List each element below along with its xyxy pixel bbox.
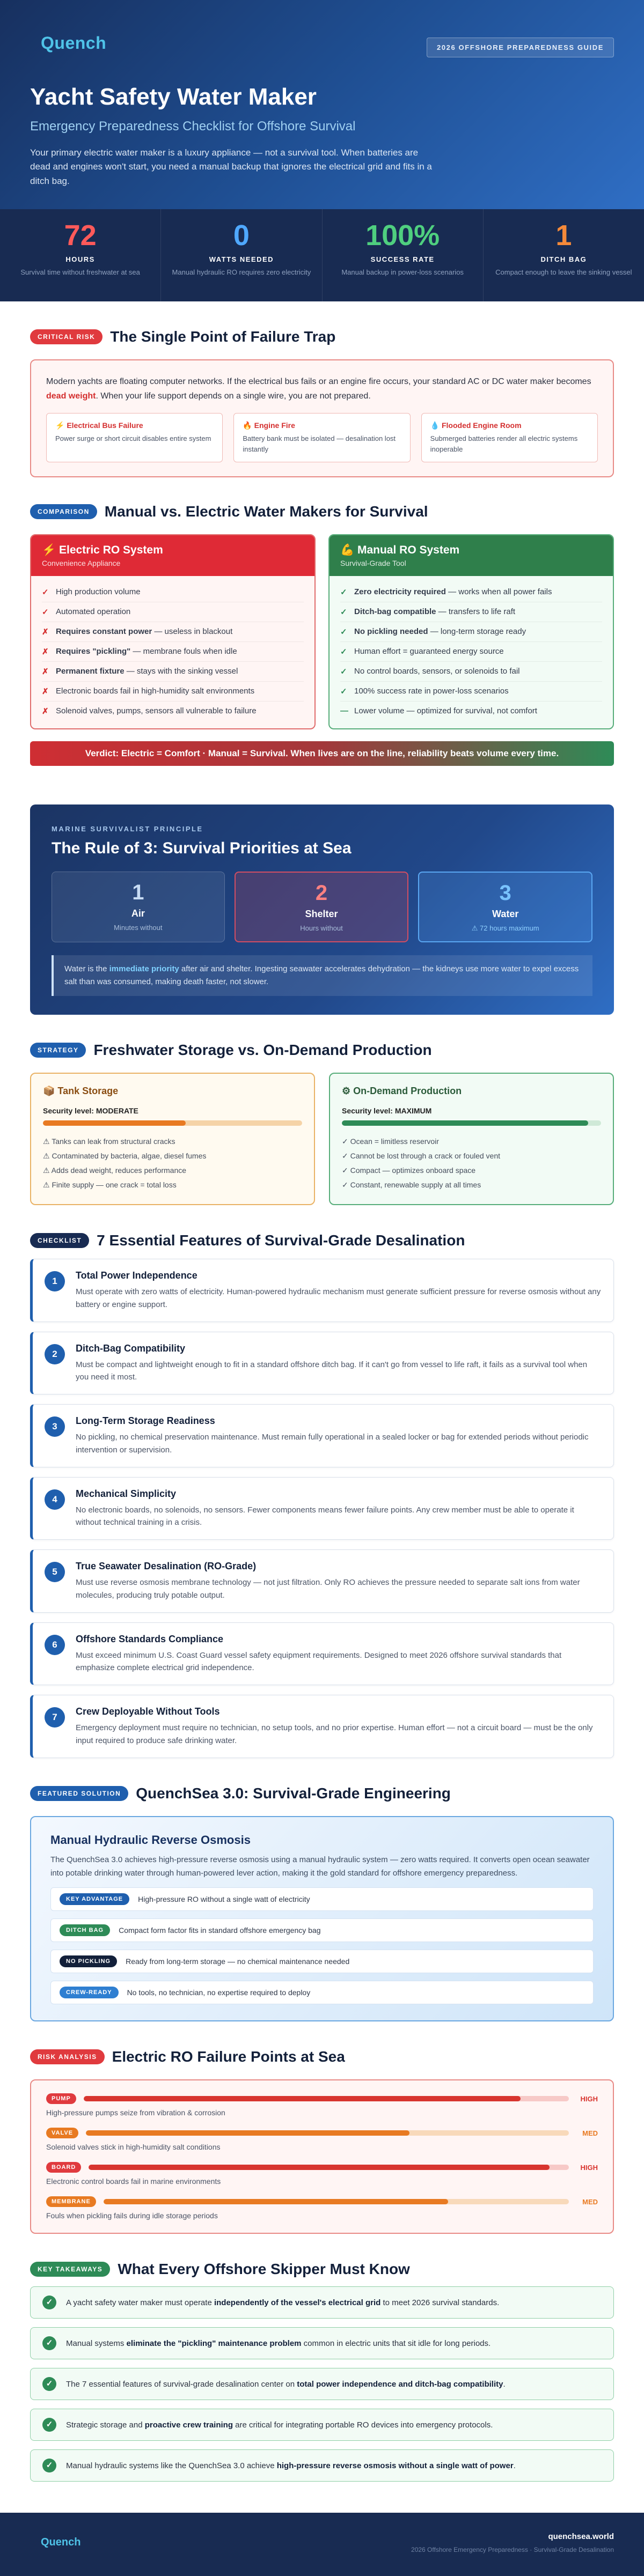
check-mark-icon: ✓ (42, 608, 49, 617)
security-bar-fill (43, 1120, 186, 1126)
feature-card (30, 1695, 614, 1758)
critical-risk-section (0, 328, 644, 477)
comparison-text (354, 587, 552, 597)
comparison-item (340, 642, 602, 662)
featured-section (0, 1785, 644, 2022)
column-subtitle: Survival-Grade Tool (340, 559, 406, 568)
checklist-pill: CHECKLIST (30, 1233, 89, 1248)
rule-of-three-panel (30, 804, 614, 1015)
feature-tag: CREW-READY (60, 1987, 119, 1998)
risk-tag: BOARD (46, 2162, 81, 2173)
check-mark-icon: ✗ (42, 707, 49, 717)
featured-pill: FEATURED SOLUTION (30, 1786, 128, 1801)
feature-number: 4 (45, 1489, 65, 1510)
section-title: What Every Offshore Skipper Must Know (118, 2261, 410, 2278)
feature-body (76, 1706, 602, 1747)
comparison-rest: Lower volume — optimized for survival, not comfort (354, 706, 537, 716)
failure-title: ⚡ Electrical Bus Failure (55, 421, 143, 430)
manual-column (328, 534, 614, 729)
comparison-item (42, 642, 304, 662)
storage-item: ✓ Ocean = limitless reservoir (342, 1137, 439, 1146)
comparison-rest: — stays with the sinking vessel (124, 667, 238, 676)
comparison-rest: Solenoid valves, pumps, sensors all vulnerable to failure (56, 706, 257, 716)
takeaway-text (66, 2420, 493, 2430)
feature-text: Compact form factor fits in standard offshore emergency bag (119, 1926, 321, 1935)
page-subtitle: Emergency Preparedness Checklist for Offshore Survival (30, 119, 356, 134)
hero-intro: Your primary electric water maker is a luxury appliance — not a survival tool. When batteries are dead and engines won't start, you need a manual backup that ignores the electrical grid and fits in a ditch bag. (30, 147, 432, 186)
comparison-text (56, 627, 232, 637)
section-title: Electric RO Failure Points at Sea (112, 2048, 345, 2065)
comparison-rest: No control boards, sensors, or solenoids to fail (354, 667, 520, 676)
storage-cards (30, 1073, 614, 1205)
rule-note: Water is the immediate priority after air and shelter. Ingesting seawater accelerates dehydration — the kidneys use more water to expel excess salt than was consumed, making death faster, not slower. (52, 955, 592, 996)
takeaway-lead: Strategic storage and (66, 2420, 145, 2430)
takeaway-tail: are critical for integrating portable RO devices into emergency protocols. (232, 2420, 493, 2430)
feature-row (50, 1981, 594, 2004)
takeaway-strong: eliminate the "pickling" maintenance problem (126, 2338, 302, 2348)
footer (0, 2513, 644, 2576)
feature-tag: NO PICKLING (60, 1955, 117, 1967)
feature-card (30, 1622, 614, 1686)
comparison-rest: High production volume (56, 587, 141, 597)
highlight: immediate priority (109, 964, 179, 974)
rule-number: 2 (315, 881, 328, 905)
section-header (30, 328, 614, 345)
feature-number: 7 (45, 1707, 65, 1728)
feature-body (76, 1488, 602, 1529)
feature-number: 1 (45, 1271, 65, 1291)
takeaway-strong: independently of the vessel's electrical grid (214, 2298, 381, 2307)
storage-item: ⚠ Adds dead weight, reduces performance (43, 1166, 187, 1175)
storage-item: ⚠ Tanks can leak from structural cracks (43, 1137, 175, 1146)
comparison-rest: Electronic boards fail in high-humidity salt environments (56, 687, 255, 696)
check-mark-icon: ✓ (340, 647, 347, 657)
takeaway-strong: proactive crew training (144, 2420, 233, 2430)
risk-item (46, 2128, 598, 2151)
section-title: Freshwater Storage vs. On-Demand Production (93, 1042, 432, 1059)
comparison-rest: 100% success rate in power-loss scenarios (354, 687, 509, 696)
risk-desc: Electronic control boards fail in marine environments (46, 2177, 221, 2186)
risk-line (46, 2162, 598, 2173)
risk-bar-fill (86, 2130, 409, 2136)
guide-badge: 2026 OFFSHORE PREPAREDNESS GUIDE (427, 38, 614, 57)
feature-text: Ready from long-term storage — no chemical maintenance needed (126, 1957, 350, 1966)
tank-list (43, 1134, 302, 1192)
column-header (330, 535, 613, 576)
feature-number: 5 (45, 1562, 65, 1582)
risk-desc: High-pressure pumps seize from vibration & corrosion (46, 2108, 225, 2117)
takeaway-tail: . (513, 2461, 516, 2470)
risk-bar-fill (89, 2165, 550, 2170)
feature-card (30, 1259, 614, 1322)
section-title: Manual vs. Electric Water Makers for Survival (104, 503, 428, 520)
risk-level: HIGH (580, 2094, 598, 2103)
section-header (30, 2261, 614, 2278)
feature-title: Ditch-Bag Compatibility (76, 1342, 186, 1354)
risk-tag: MEMBRANE (46, 2196, 96, 2207)
risk-bar (86, 2130, 569, 2136)
takeaway-tail: common in electric units that sit idle for long periods. (301, 2338, 491, 2348)
section-header (30, 503, 614, 520)
takeaway-item (30, 2368, 614, 2400)
stat-label: SUCCESS RATE (370, 255, 435, 263)
security-level: Security level: MODERATE (43, 1106, 138, 1116)
takeaway-tail: . (503, 2379, 506, 2389)
comparison-rest: — useless in blackout (152, 627, 233, 637)
critical-pill: CRITICAL RISK (30, 329, 103, 344)
feature-card (30, 1477, 614, 1540)
section-header (30, 1232, 614, 1249)
risk-item (46, 2162, 598, 2186)
feature-number: 2 (45, 1344, 65, 1364)
card-title: ⚙ On-Demand Production (342, 1086, 462, 1097)
failure-title: 💧 Flooded Engine Room (430, 421, 522, 430)
comparison-text (56, 607, 130, 617)
comparison-rest: — transfers to life raft (436, 607, 516, 617)
rule-label: Shelter (305, 909, 338, 920)
stat-desc: Compact enough to leave the sinking vessel (495, 268, 632, 276)
check-mark-icon: ✓ (340, 588, 347, 597)
stat-ditch-bag (484, 209, 644, 301)
comparison-item (42, 582, 304, 602)
feature-title: Total Power Independence (76, 1270, 197, 1281)
takeaway-text (66, 2380, 506, 2389)
feature-desc: Must be compact and lightweight enough to fit in a standard offshore ditch bag. If it can't go from vessel to life raft, it fails as a survival tool when you need it most. (76, 1360, 588, 1382)
check-circle-icon: ✓ (42, 2418, 56, 2432)
security-bar (342, 1120, 601, 1126)
takeaway-text (66, 2339, 491, 2348)
check-circle-icon: ✓ (42, 2295, 56, 2309)
storage-item: ✓ Constant, renewable supply at all times (342, 1180, 481, 1190)
comparison-strong: Requires constant power (56, 627, 152, 637)
feature-list (30, 1259, 614, 1758)
risk-level: MED (582, 2129, 598, 2137)
storage-item: ⚠ Finite supply — one crack = total loss (43, 1180, 177, 1190)
comparison-strong: Zero electricity required (354, 587, 446, 597)
feature-desc: Emergency deployment must require no technician, no setup tools, and no prior expertise. Human effort — not a circuit board — must be the only input required to produce safe drinking water. (76, 1723, 593, 1745)
risk-bar (104, 2199, 569, 2204)
rule-card-air (52, 872, 225, 942)
comparison-text (354, 687, 509, 696)
failure-desc: Battery bank must be isolated — desalination lost instantly (243, 434, 396, 453)
rule-title: The Rule of 3: Survival Priorities at Sea (52, 839, 352, 858)
comparison-section (0, 503, 644, 766)
risk-item (46, 2093, 598, 2117)
rule-desc: Minutes without (114, 924, 163, 932)
feature-number: 3 (45, 1416, 65, 1437)
feature-text: High-pressure RO without a single watt of electricity (138, 1895, 310, 1904)
feature-desc: Must exceed minimum U.S. Coast Guard vessel safety equipment requirements. Designed to meet 2026 offshore survival standards that emphasize complete electrical grid independence. (76, 1650, 562, 1673)
feature-row (50, 1950, 594, 1973)
feature-body (76, 1343, 602, 1384)
check-mark-icon: ✗ (42, 687, 49, 697)
feature-title: Long-Term Storage Readiness (76, 1415, 215, 1427)
risk-item (46, 2196, 598, 2220)
failure-desc: Submerged batteries render all electric systems inoperable (430, 434, 578, 453)
check-mark-icon: ✗ (42, 667, 49, 677)
failure-cards (46, 413, 598, 462)
takeaway-text (66, 2298, 499, 2307)
rule-label: Air (131, 908, 145, 919)
strategy-pill: STRATEGY (30, 1043, 86, 1058)
storage-item: ⚠ Contaminated by bacteria, algae, diesel fumes (43, 1152, 207, 1161)
footer-copyright: 2026 Offshore Emergency Preparedness · Survival-Grade Desalination (411, 2546, 614, 2554)
section-header (30, 1785, 614, 1802)
rule-desc: Hours without (300, 924, 343, 933)
on-demand-card (329, 1073, 614, 1205)
check-circle-icon: ✓ (42, 2459, 56, 2472)
check-mark-icon: ✓ (340, 667, 347, 677)
risk-desc: Fouls when pickling fails during idle storage periods (46, 2211, 218, 2220)
feature-row (50, 1887, 594, 1911)
electric-column (30, 534, 316, 729)
footer-url[interactable]: quenchsea.world (548, 2532, 614, 2542)
comparison-item (340, 702, 602, 720)
feature-title: Offshore Standards Compliance (76, 1633, 224, 1644)
brand-logo[interactable]: Quench (41, 33, 107, 53)
column-subtitle: Convenience Appliance (42, 559, 121, 568)
takeaways-pill: KEY TAKEAWAYS (30, 2262, 110, 2277)
comparison-item (340, 622, 602, 642)
check-mark-icon: ✓ (42, 588, 49, 597)
comparison-text (354, 607, 515, 617)
comparison-item (42, 702, 304, 721)
stats-bar (0, 209, 644, 301)
check-mark-icon: ✗ (42, 628, 49, 637)
feature-desc: No pickling, no chemical preservation maintenance. Must remain fully operational in a sealed locker or bag for extended periods without periodic intervention or supervision. (76, 1433, 589, 1455)
comparison-pill: COMPARISON (30, 504, 97, 519)
risk-pill: RISK ANALYSIS (30, 2049, 105, 2064)
featured-desc: The QuenchSea 3.0 achieves high-pressure reverse osmosis using a manual hydraulic system — zero watts required. It converts open ocean seawater into potable drinking water through human-powered lever action, making it the gold standard for offshore emergency preparedness. (50, 1855, 590, 1878)
risk-level: MED (582, 2197, 598, 2206)
comparison-strong: Requires "pickling" (56, 647, 131, 656)
stat-label: DITCH BAG (540, 255, 587, 263)
rule-desc: ⚠ 72 hours maximum (471, 924, 539, 933)
feature-card (30, 1404, 614, 1467)
stat-desc: Survival time without freshwater at sea (20, 268, 140, 276)
column-header (31, 535, 314, 576)
rule-label: Water (492, 909, 519, 920)
stat-desc: Manual backup in power-loss scenarios (341, 268, 464, 276)
risk-level: HIGH (580, 2163, 598, 2172)
stat-label: HOURS (65, 255, 95, 263)
risk-bar (89, 2165, 569, 2170)
storage-item: ✓ Cannot be lost through a crack or fouled vent (342, 1152, 501, 1161)
comparison-rest: — long-term storage ready (428, 627, 526, 637)
risk-bar-fill (84, 2096, 521, 2101)
failure-title: 🔥 Engine Fire (243, 421, 295, 430)
featured-box (30, 1816, 614, 2022)
check-mark-icon: ✓ (340, 608, 347, 617)
risk-box (30, 2079, 614, 2234)
feature-body (76, 1415, 602, 1456)
hero (0, 0, 644, 209)
feature-body (76, 1270, 602, 1311)
comparison-text (56, 647, 237, 656)
comparison-item (42, 662, 304, 682)
rule-kicker: MARINE SURVIVALIST PRINCIPLE (52, 825, 203, 833)
comparison-item (340, 582, 602, 602)
rule-number: 3 (499, 881, 511, 905)
takeaway-item (30, 2449, 614, 2482)
comparison-columns (30, 534, 614, 729)
comparison-rest: Automated operation (56, 607, 131, 617)
risk-section (0, 2048, 644, 2234)
feature-title: Mechanical Simplicity (76, 1488, 177, 1499)
comparison-text (56, 687, 254, 696)
comparison-rest: — membrane fouls when idle (130, 647, 237, 656)
risk-tag: VALVE (46, 2128, 78, 2138)
check-mark-icon: ✓ (340, 628, 347, 637)
feature-card (30, 1549, 614, 1613)
risk-desc: Solenoid valves stick in high-humidity salt conditions (46, 2143, 221, 2152)
storage-item: ✓ Compact — optimizes onboard space (342, 1166, 476, 1175)
takeaway-strong: total power independence and ditch-bag compatibility (297, 2379, 503, 2389)
stat-number: 1 (555, 219, 572, 252)
feature-body (76, 1561, 602, 1601)
security-bar-fill (342, 1120, 588, 1126)
check-mark-icon: — (340, 706, 348, 716)
rule-cards (52, 872, 592, 942)
check-mark-icon: ✗ (42, 647, 49, 657)
takeaway-lead: Manual systems (66, 2338, 127, 2348)
comparison-text (354, 627, 526, 637)
column-title: ⚡ Electric RO System (42, 544, 163, 557)
check-mark-icon: ✓ (340, 687, 347, 697)
check-circle-icon: ✓ (42, 2336, 56, 2350)
comparison-text (56, 587, 141, 597)
stat-label: WATTS NEEDED (209, 255, 274, 263)
feature-desc: No electronic boards, no solenoids, no sensors. Fewer components means fewer failure points. Any crew member must be able to operate it without technical training in a crisis. (76, 1505, 574, 1527)
risk-tag: PUMP (46, 2093, 76, 2104)
feature-row (50, 1918, 594, 1942)
comparison-rest: — works when all power fails (445, 587, 552, 597)
checklist-section (0, 1232, 644, 1758)
risk-bar-fill (104, 2199, 448, 2204)
section-title: The Single Point of Failure Trap (110, 328, 336, 345)
verdict-banner: Verdict: Electric = Comfort · Manual = Survival. When lives are on the line, reliability beats volume every time. (30, 741, 614, 766)
comparison-text (56, 706, 257, 716)
storage-section (0, 1042, 644, 1205)
feature-title: Crew Deployable Without Tools (76, 1706, 220, 1717)
section-title: QuenchSea 3.0: Survival-Grade Engineering (136, 1784, 451, 1802)
failure-card (46, 413, 223, 462)
feature-desc: Must operate with zero watts of electricity. Human-powered hydraulic mechanism must generate sufficient pressure for reverse osmosis without any battery or engine support. (76, 1287, 601, 1309)
rule-number: 1 (132, 881, 144, 905)
failure-card (233, 413, 410, 462)
feature-body (76, 1634, 602, 1674)
takeaway-item (30, 2409, 614, 2441)
page-title: Yacht Safety Water Maker (30, 84, 317, 110)
takeaway-list (30, 2286, 614, 2482)
stat-success (323, 209, 484, 301)
takeaway-item (30, 2327, 614, 2359)
security-bar (43, 1120, 302, 1126)
takeaway-lead: Manual hydraulic systems like the QuenchSea 3.0 achieve (66, 2461, 277, 2470)
security-level: Security level: MAXIMUM (342, 1106, 432, 1116)
feature-title: True Seawater Desalination (RO-Grade) (76, 1561, 257, 1572)
critical-box (30, 359, 614, 477)
rule-card-shelter (235, 872, 409, 942)
risk-line (46, 2093, 598, 2104)
comparison-item (42, 602, 304, 622)
comparison-text (354, 667, 520, 676)
stat-number: 72 (64, 219, 97, 252)
comparison-rest: Human effort = guaranteed energy source (354, 647, 504, 656)
failure-desc: Power surge or short circuit disables entire system (55, 434, 211, 443)
risk-line (46, 2196, 598, 2207)
feature-desc: Must use reverse osmosis membrane technology — not just filtration. Only RO achieves the pressure needed to separate salt ions from water molecules, producing truly potable output. (76, 1578, 580, 1600)
comparison-strong: Permanent fixture (56, 667, 125, 676)
electric-list (31, 576, 314, 728)
check-circle-icon: ✓ (42, 2377, 56, 2391)
comparison-text (354, 706, 537, 715)
risk-bar (84, 2096, 569, 2101)
featured-box-title: Manual Hydraulic Reverse Osmosis (50, 1833, 251, 1847)
takeaways-section (0, 2261, 644, 2482)
highlight: dead weight (46, 392, 96, 401)
takeaway-strong: high-pressure reverse osmosis without a single watt of power (276, 2461, 514, 2470)
comparison-text (56, 667, 238, 676)
stat-number: 0 (233, 219, 250, 252)
section-header (30, 2048, 614, 2065)
takeaway-tail: to meet 2026 survival standards. (380, 2298, 500, 2307)
comparison-strong: No pickling needed (354, 627, 428, 637)
rule-section (0, 804, 644, 1015)
comparison-item (340, 662, 602, 682)
manual-list (330, 576, 613, 728)
feature-text: No tools, no technician, no expertise required to deploy (127, 1988, 311, 1997)
section-title: 7 Essential Features of Survival-Grade Desalination (97, 1232, 465, 1249)
comparison-item (340, 602, 602, 622)
takeaway-lead: A yacht safety water maker must operate (66, 2298, 214, 2307)
comparison-item (42, 682, 304, 702)
stat-desc: Manual hydraulic RO requires zero electricity (172, 268, 311, 276)
stat-number: 100% (365, 219, 440, 252)
card-title: 📦 Tank Storage (43, 1086, 119, 1097)
footer-brand[interactable]: Quench (41, 2536, 81, 2549)
critical-text: Modern yachts are floating computer networks. If the electrical bus fails or an engine fire occurs, your standard AC or DC water maker becomes dead weight. When your life support depends on a single wire, you are not prepared. (46, 377, 591, 401)
feature-card (30, 1332, 614, 1395)
comparison-item (42, 622, 304, 642)
takeaway-item (30, 2286, 614, 2319)
takeaway-lead: The 7 essential features of survival-grade desalination center on (66, 2379, 297, 2389)
comparison-item (340, 682, 602, 702)
stat-watts (161, 209, 322, 301)
takeaway-text (66, 2461, 516, 2470)
stat-hours (0, 209, 161, 301)
risk-line (46, 2128, 598, 2138)
tank-storage-card (30, 1073, 315, 1205)
comparison-strong: Ditch-bag compatible (354, 607, 436, 617)
failure-card (421, 413, 598, 462)
section-header (30, 1042, 614, 1059)
rule-card-water (418, 872, 592, 942)
feature-tag: KEY ADVANTAGE (60, 1893, 129, 1905)
feature-tag: DITCH BAG (60, 1924, 110, 1936)
column-title: 💪 Manual RO System (340, 544, 460, 557)
feature-number: 6 (45, 1635, 65, 1655)
comparison-text (354, 647, 504, 656)
on-demand-list (342, 1134, 601, 1192)
